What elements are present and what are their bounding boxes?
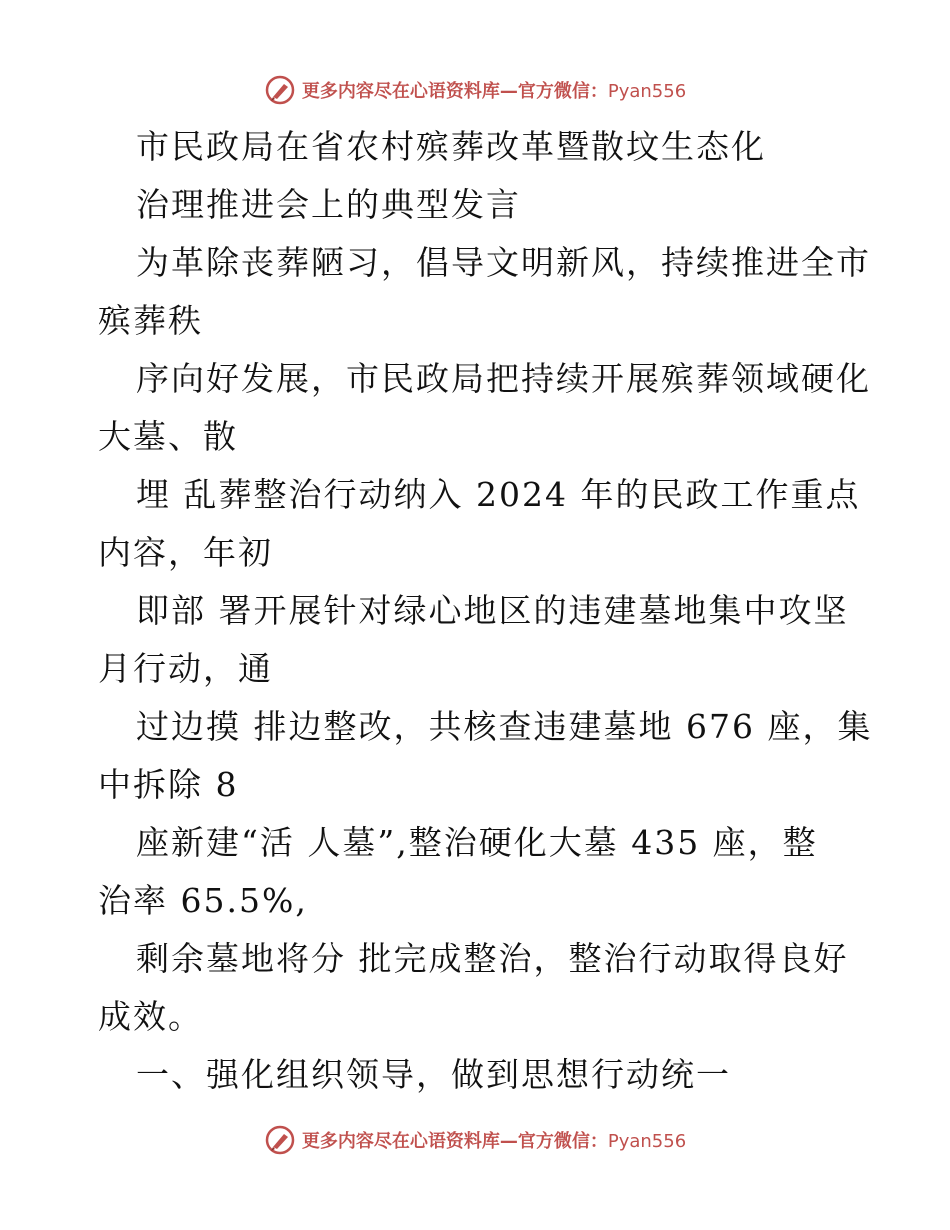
- document-line: 埋 乱葬整治行动纳入 2024 年的民政工作重点: [136, 475, 861, 514]
- pen-nib-logo-icon: [264, 74, 296, 106]
- document-line: 过边摸 排边整改，共核查违建墓地 676 座，集: [136, 707, 873, 746]
- header-banner: [0, 70, 950, 110]
- document-line: 治理推进会上的典型发言: [136, 185, 521, 224]
- document-line: 成效。: [98, 997, 203, 1036]
- document-line: 月行动，通: [98, 649, 273, 688]
- document-line: 市民政局在省农村殡葬改革暨散坟生态化: [136, 127, 766, 166]
- header-banner-label: 更多内容尽在心语资料库—官方微信：: [301, 81, 608, 102]
- document-line: 治率 65.5%,: [98, 881, 308, 920]
- document-line: 内容，年初: [98, 533, 273, 572]
- document-line: 即部 署开展针对绿心地区的违建墓地集中攻坚: [136, 591, 849, 630]
- document-line: 序向好发展，市民政局把持续开展殡葬领域硬化: [136, 359, 871, 398]
- document-line: 大墓、散: [98, 417, 238, 456]
- document-line: 座新建“活 人墓”,整治硬化大墓 435 座，整: [136, 823, 818, 862]
- header-banner-handle: Pyan556: [607, 81, 687, 102]
- header-banner-text: [302, 77, 686, 103]
- pen-nib-logo-icon: [264, 1124, 296, 1156]
- footer-banner-handle: Pyan556: [607, 1131, 687, 1152]
- document-line: 殡葬秩: [98, 301, 203, 340]
- footer-banner-label: 更多内容尽在心语资料库—官方微信：: [301, 1131, 608, 1152]
- footer-banner: [0, 1120, 950, 1160]
- document-line: 一、强化组织领导，做到思想行动统一: [136, 1055, 731, 1094]
- document-line: 中拆除 8: [98, 765, 239, 804]
- document-body: [98, 118, 878, 1104]
- document-line: 为革除丧葬陋习，倡导文明新风，持续推进全市: [136, 243, 871, 282]
- document-line: 剩余墓地将分 批完成整治，整治行动取得良好: [136, 939, 849, 978]
- footer-banner-text: [302, 1127, 686, 1153]
